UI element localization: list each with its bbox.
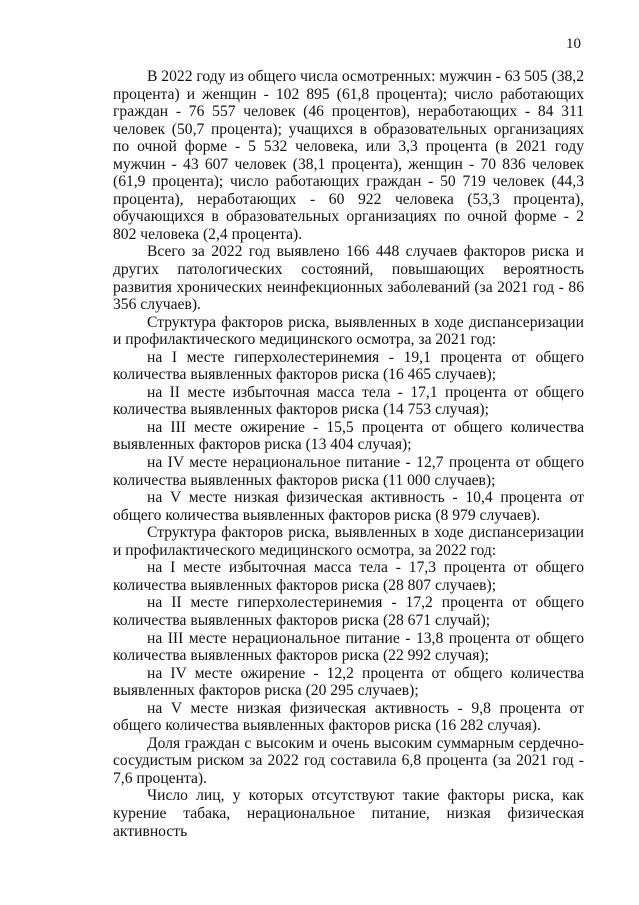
paragraph-total-risk-cases: Всего за 2022 год выявлено 166 448 случаев факторов риска и других патологических состояний, повышающих вероятность развития хронических неинфекционных заболеваний (за 2021 год - 86 356 случаев). bbox=[113, 243, 584, 314]
list-item-2022-place-1: на I месте избыточная масса тела - 17,3 процента от общего количества выявленных факторов риска (28 807 случаев); bbox=[113, 559, 584, 594]
paragraph-no-risk-factors: Число лиц, у которых отсутствуют такие факторы риска, как курение табака, нерациональное питание, низкая физическая активность bbox=[113, 787, 584, 840]
list-item-2021-place-3: на III месте ожирение - 15,5 процента от общего количества выявленных факторов риска (13 404 случая); bbox=[113, 418, 584, 454]
list-item-2021-place-5: на V месте низкая физическая активность - 10,4 процента от общего количества выявленных факторов риска (8 979 случаев). bbox=[113, 489, 584, 524]
list-item-2021-place-4: на IV месте нерациональное питание - 12,7 процента от общего количества выявленных факторов риска (11 000 случаев); bbox=[113, 454, 584, 489]
list-item-2022-place-4: на IV месте ожирение - 12,2 процента от общего количества выявленных факторов риска (20 295 случаев); bbox=[113, 664, 584, 700]
paragraph-cardiovascular-risk: Доля граждан с высоким и очень высоким суммарным сердечно-сосудистым риском за 2022 год составила 6,8 процента (за 2021 год - 7,6 процента). bbox=[113, 734, 584, 787]
list-item-2022-place-3: на III месте нерациональное питание - 13,8 процента от общего количества выявленных факторов риска (22 992 случая); bbox=[113, 629, 584, 665]
paragraph-structure-2022: Структура факторов риска, выявленных в ходе диспансеризации и профилактического медицинского осмотра, за 2022 год: bbox=[113, 524, 584, 559]
paragraph-examined-population: В 2022 году из общего числа осмотренных: мужчин - 63 505 (38,2 процента) и женщин - 102 895 (61,8 процента); число работающих граждан - 76 557 человек (46 процентов), неработающих - 84 311 человек (50,7 процента); учащихся в образовательных организациях по очной форме - 5 532 человека, или 3,3 процента (в 2021 году мужчин - 43 607 человек (38,1 процента), женщин - 70 836 человек (61,9 процента); число работающих граждан - 50 719 человек (44,3 процента), неработающих - 60 922 человека (53,3 процента), обучающихся в образовательных организациях по очной форме - 2 802 человека (2,4 процента). bbox=[113, 68, 584, 243]
page-number: 10 bbox=[566, 36, 581, 52]
list-item-2021-place-2: на II месте избыточная масса тела - 17,1 процента от общего количества выявленных факторов риска (14 753 случая); bbox=[113, 383, 584, 419]
list-item-2022-place-5: на V месте низкая физическая активность - 9,8 процента от общего количества выявленных факторов риска (16 282 случая). bbox=[113, 699, 584, 735]
body-text bbox=[113, 68, 584, 840]
list-item-2021-place-1: на I месте гиперхолестеринемия - 19,1 процента от общего количества выявленных факторов риска (16 465 случаев); bbox=[113, 348, 584, 384]
paragraph-structure-2021: Структура факторов риска, выявленных в ходе диспансеризации и профилактического медицинского осмотра, за 2021 год: bbox=[113, 313, 584, 349]
list-item-2022-place-2: на II месте гиперхолестеринемия - 17,2 процента от общего количества выявленных факторов риска (28 671 случай); bbox=[113, 594, 584, 629]
